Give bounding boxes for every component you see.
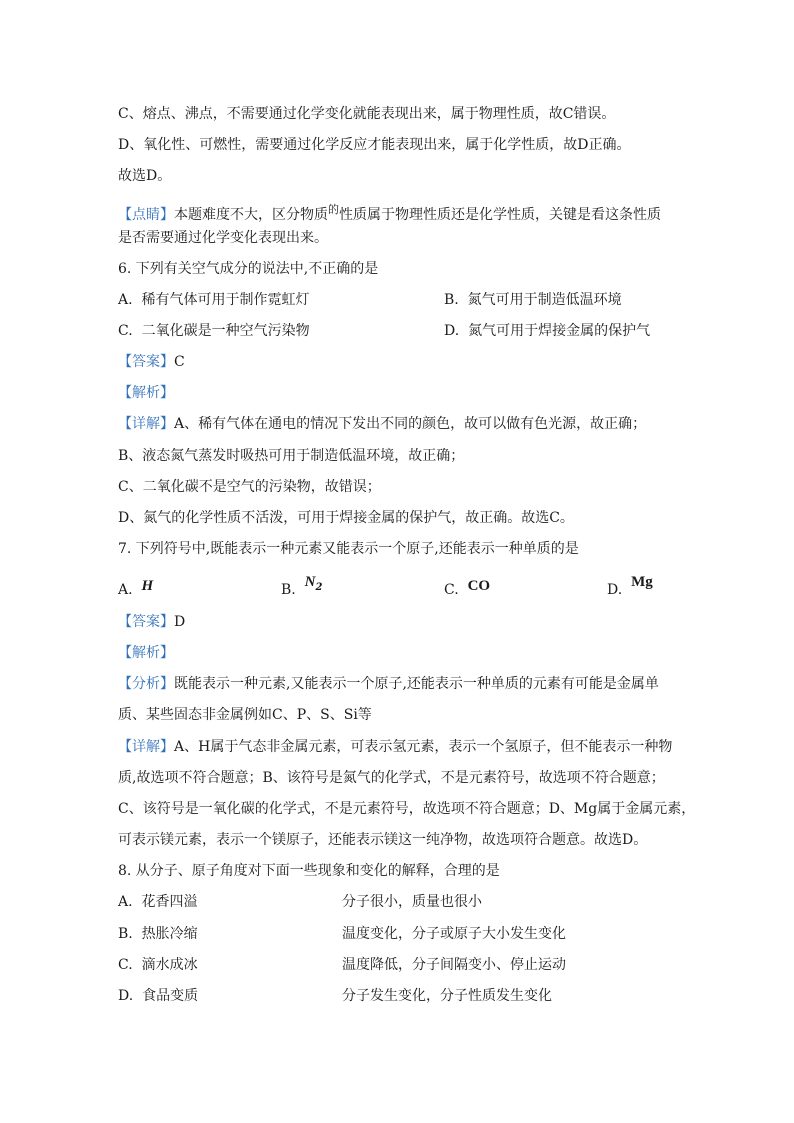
- q6-detail-3: C、二氧化碳不是空气的污染物，故错误；: [118, 479, 381, 495]
- q6-answer: [118, 352, 185, 372]
- q8-option-d: [118, 986, 198, 1006]
- q6-stem: 6. 下列有关空气成分的说法中,不正确的是: [118, 261, 379, 277]
- q8-stem: 8. 从分子、原子角度对下面一些现象和变化的解释，合理的是: [118, 863, 500, 879]
- q5-explanation-c: C、熔点、沸点，不需要通过化学变化就能表现出来，属于物理性质，故C错误。: [118, 106, 616, 122]
- q8-option-a-explanation: 分子很小，质量也很小: [342, 894, 482, 910]
- tip-text-de: 的: [328, 203, 339, 216]
- symbol-n: N: [304, 574, 316, 590]
- symbol-h: H: [141, 578, 154, 594]
- q7-fenxi-2: 质、某些固态非金属例如C、P、S、Si等: [118, 707, 372, 723]
- option-phenomenon: 热胀冷缩: [141, 926, 198, 942]
- q8-option-d-explanation: 分子发生变化，分子性质发生变化: [342, 988, 552, 1004]
- option-text: 氮气可用于制造低温环境: [467, 292, 622, 308]
- q8-option-c-explanation: 温度降低，分子间隔变小、停止运动: [342, 957, 566, 973]
- q7-answer: [118, 612, 185, 632]
- answer-tag: 【答案】: [118, 614, 174, 630]
- q7-option-d: [607, 574, 653, 600]
- symbol-mg: Mg: [631, 574, 653, 590]
- q8-option-c: [118, 955, 198, 975]
- q6-analysis-tag: 【解析】: [118, 385, 174, 401]
- q7-detail-3: C、该符号是一氧化碳的化学式，不是元素符号，故选项不符合题意；D、Mg属于金属元素，: [118, 801, 696, 817]
- tip-text-b: 性质属于物理性质还是化学性质，关键是看这条性质: [339, 207, 661, 223]
- q7-detail-4: 可表示镁元素，表示一个镁原子，还能表示镁这一纯净物，故选项符合题意。故选D。: [118, 832, 648, 848]
- detail-tag: 【详解】: [118, 416, 174, 432]
- fenxi-tag: 【分析】: [118, 676, 174, 692]
- q7-option-b: [281, 574, 323, 606]
- tip-text-a: 本题难度不大，区分物质: [174, 207, 328, 223]
- q5-tip-line-1: [118, 200, 661, 225]
- q5-choose: 故选D。: [118, 168, 172, 184]
- option-letter: D.: [607, 582, 623, 598]
- q6-detail-2: B、液态氮气蒸发时吸热可用于制造低温环境，故正确；: [118, 448, 465, 464]
- q6-option-c: [118, 321, 310, 341]
- q7-option-c: [444, 580, 490, 600]
- answer-value: C: [174, 354, 185, 370]
- tip-tag: 【点睛】: [118, 207, 174, 223]
- q6-option-d: [444, 321, 650, 341]
- symbol-co: CO: [467, 578, 491, 594]
- option-letter: B.: [118, 926, 133, 942]
- q7-option-a: [118, 580, 153, 600]
- q8-option-a: [118, 892, 197, 912]
- q7-analysis-tag: 【解析】: [118, 645, 174, 661]
- q6-detail-1: 【详解】A、稀有气体在通电的情况下发出不同的颜色，故可以做有色光源，故正确；: [118, 416, 647, 432]
- q7-fenxi-1: 【分析】既能表示一种元素,又能表示一个原子,还能表示一种单质的元素有可能是金属单: [118, 676, 659, 692]
- option-letter: C.: [118, 323, 133, 339]
- q6-option-a: [118, 290, 309, 310]
- q5-explanation-d: D、氧化性、可燃性，需要通过化学反应才能表现出来，属于化学性质，故D正确。: [118, 137, 631, 153]
- option-letter: A.: [118, 582, 133, 598]
- q7-detail-2: 质,故选项不符合题意；B、该符号是氮气的化学式，不是元素符号，故选项不符合题意；: [118, 770, 665, 786]
- detail-tag: 【详解】: [118, 739, 174, 755]
- q5-tip-line-2: 是否需要通过化学变化表现出来。: [118, 230, 328, 246]
- option-letter: B.: [444, 292, 459, 308]
- option-text: 稀有气体可用于制作霓虹灯: [141, 292, 310, 308]
- option-letter: A.: [118, 894, 133, 910]
- option-letter: A.: [118, 292, 133, 308]
- option-letter: C.: [118, 957, 133, 973]
- option-phenomenon: 花香四溢: [141, 894, 198, 910]
- option-phenomenon: 食品变质: [142, 988, 199, 1004]
- option-letter: D.: [444, 323, 460, 339]
- q8-option-b: [118, 924, 198, 944]
- option-text: 二氧化碳是一种空气污染物: [141, 323, 310, 339]
- q7-stem: 7. 下列符号中,既能表示一种元素又能表示一个原子,还能表示一种单质的是: [118, 541, 579, 557]
- option-text: 氮气可用于焊接金属的保护气: [468, 323, 651, 339]
- option-letter: D.: [118, 988, 134, 1004]
- symbol-n-subscript: 2: [315, 582, 323, 593]
- q6-detail-4: D、氮气的化学性质不活泼，可用于焊接金属的保护气，故正确。故选C。: [118, 510, 574, 526]
- q6-option-b: [444, 290, 622, 310]
- option-letter: C.: [444, 582, 459, 598]
- q7-detail-1: 【详解】A、H属于气态非金属元素，可表示氢元素，表示一个氢原子，但不能表示一种物: [118, 739, 673, 755]
- answer-tag: 【答案】: [118, 354, 174, 370]
- option-phenomenon: 滴水成冰: [141, 957, 198, 973]
- answer-value: D: [174, 614, 186, 630]
- q8-option-b-explanation: 温度变化，分子或原子大小发生变化: [342, 926, 566, 942]
- option-letter: B.: [281, 582, 296, 598]
